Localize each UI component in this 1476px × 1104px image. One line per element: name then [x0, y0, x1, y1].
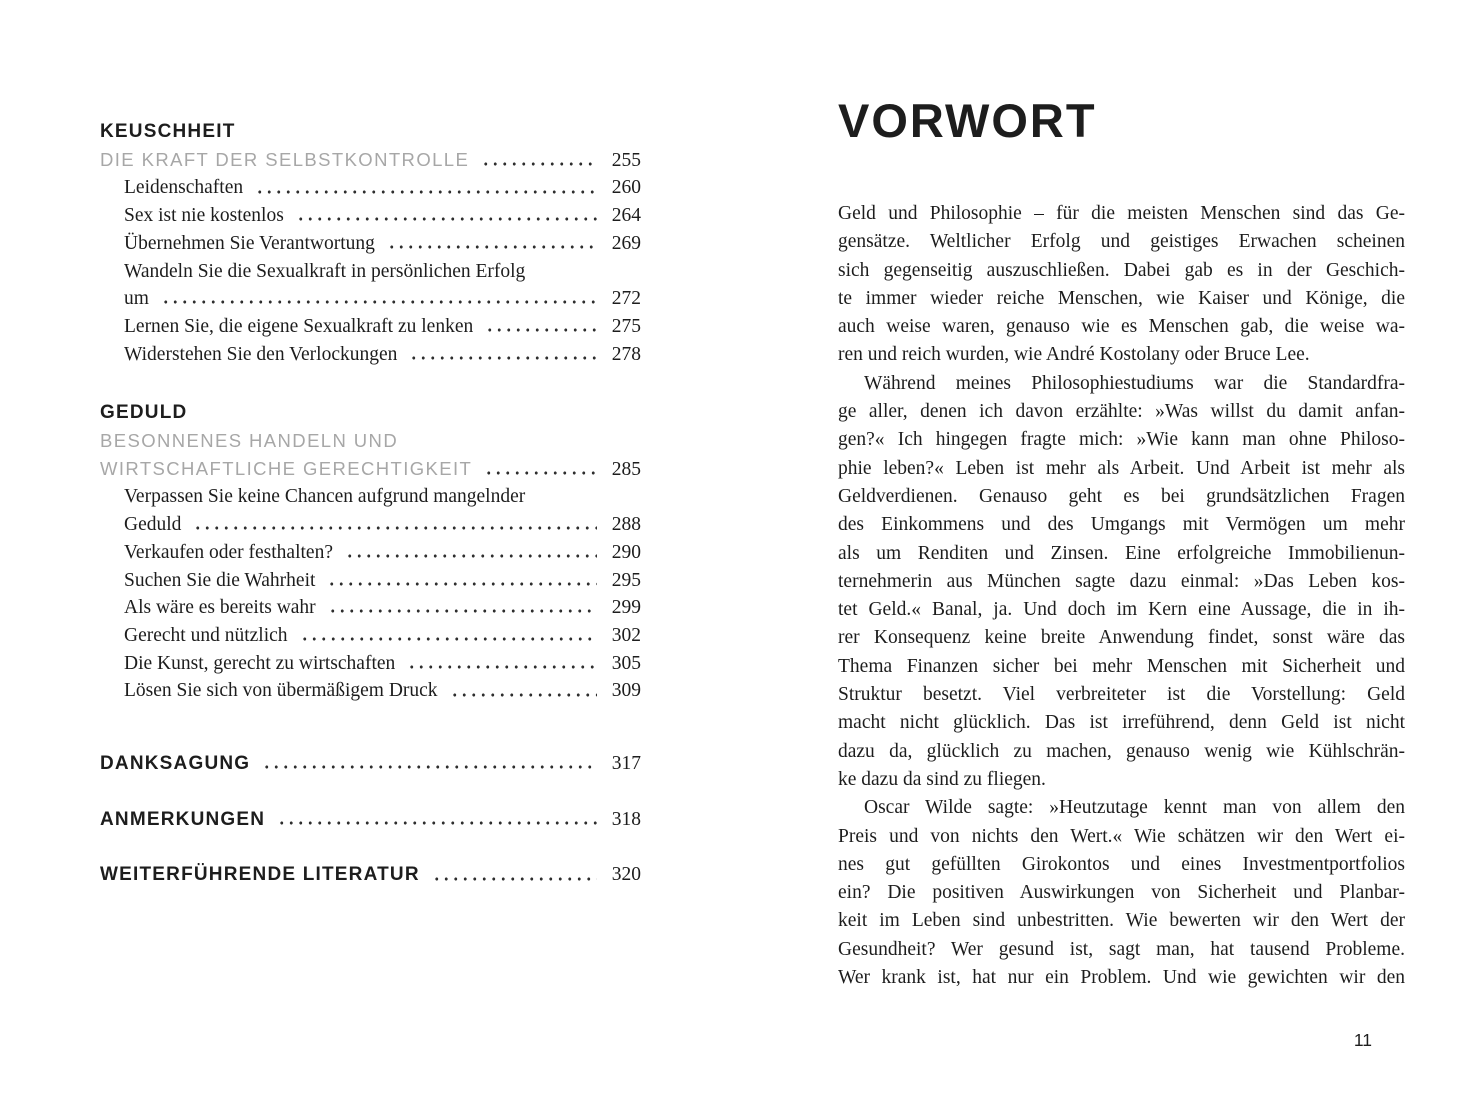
page-title: VORWORT [838, 94, 1097, 147]
toc-page-ref: 320 [611, 864, 641, 886]
toc-entry-label: Die Kunst, gerecht zu wirtschaften [124, 652, 396, 674]
preface-line: Gesundheit? Wer gesund ist, sagt man, hat tausend Probleme. [838, 938, 1405, 960]
toc-page-ref: 264 [611, 205, 641, 227]
preface-line: ren und reich wurden, wie André Kostolany oder Bruce Lee. [838, 344, 1310, 366]
dot-leader [387, 230, 597, 258]
toc-section-title: GEDULD [100, 402, 188, 424]
preface-line: gensätze. Weltlicher Erfolg und geistiges Erwachen scheinen [838, 231, 1405, 253]
toc-entry-line: Wandeln Sie die Sexualkraft in persönlichen Erfolg [124, 260, 526, 282]
toc-page-ref: 275 [611, 315, 641, 337]
dot-leader [161, 285, 597, 313]
toc-entry-label: Leidenschaften [124, 177, 244, 199]
preface-line: macht nicht glücklich. Das ist irreführend, denn Geld ist nicht [838, 712, 1405, 734]
toc-entry [100, 539, 641, 567]
preface-line: sich gegenseitig auszuschließen. Dabei gab es in der Geschich- [838, 259, 1405, 281]
toc-entry [100, 174, 641, 202]
toc-backmatter-row [100, 806, 641, 834]
dot-leader [300, 622, 597, 650]
toc-page-ref: 288 [611, 514, 641, 536]
preface-line: Struktur besetzt. Viel verbreiteter ist die Vorstellung: Geld [838, 684, 1405, 706]
toc-backmatter-row [100, 861, 641, 889]
toc-entry-label: Gerecht und nützlich [124, 624, 288, 646]
toc-entry [100, 341, 641, 369]
toc-subtitle-row [100, 455, 641, 484]
toc-backmatter-label: ANMERKUNGEN [100, 808, 266, 830]
page-number: 11 [1353, 1030, 1372, 1051]
dot-leader [262, 750, 597, 778]
toc-page-ref: 255 [611, 149, 641, 171]
preface-line: rer Konsequenz keine breite Anwendung findet, sonst wäre das [838, 627, 1405, 649]
dot-leader [481, 146, 597, 175]
preface-line: ge aller, denen ich davon erzählte: »Was willst du damit anfan- [838, 401, 1405, 423]
preface-content [838, 94, 1405, 1051]
dot-leader [432, 861, 597, 889]
preface-paragraph [838, 794, 1405, 992]
dot-leader [450, 677, 597, 705]
preface-line: ein? Die positiven Auswirkungen von Sicherheit und Planbar- [838, 882, 1405, 904]
dot-leader [328, 594, 597, 622]
toc-entry-label: Lösen Sie sich von übermäßigem Druck [124, 680, 438, 702]
preface-paragraph [838, 200, 1405, 370]
preface-paragraph [838, 370, 1405, 794]
toc-entry-label: um [124, 288, 149, 310]
toc-entry-label: Übernehmen Sie Verantwortung [124, 232, 375, 254]
toc-page-ref: 317 [611, 753, 641, 775]
toc-page-ref: 290 [611, 541, 641, 563]
toc-entry-label: Lernen Sie, die eigene Sexualkraft zu lenken [124, 315, 474, 337]
preface-line: Geldverdienen. Genauso geht es bei grundsätzlichen Fragen [838, 485, 1405, 507]
toc-entry [100, 567, 641, 595]
preface-line: als um Renditen und Zinsen. Eine erfolgreiche Immobilienun- [838, 542, 1405, 564]
preface-line: auch weise waren, genauso wie es Menschen gab, die weise wa- [838, 316, 1405, 338]
preface-body [838, 200, 1405, 992]
preface-line: tet Geld.« Banal, ja. Und doch im Kern eine Aussage, die in ih- [838, 599, 1405, 621]
preface-line: keit im Leben sind unbestritten. Wie bewerten wir den Wert der [838, 910, 1405, 932]
toc-page-ref: 309 [611, 680, 641, 702]
toc-entry [100, 594, 641, 622]
toc-section [100, 118, 641, 368]
toc-entry-label: Geduld [124, 514, 182, 536]
dot-leader [484, 455, 597, 484]
toc-backmatter-label: DANKSAGUNG [100, 753, 251, 775]
preface-line: Preis und von nichts den Wert.« Wie schätzen wir den Wert ei- [838, 825, 1405, 847]
toc-entry [100, 622, 641, 650]
dot-leader [345, 539, 597, 567]
toc-subtitle-line: BESONNENES HANDELN UND [100, 430, 399, 452]
dot-leader [255, 174, 597, 202]
preface-line: Wer krank ist, hat nur ein Problem. Und wie gewichten wir den [838, 967, 1405, 989]
preface-line: Oscar Wilde sagte: »Heutzutage kennt man von allem den [864, 797, 1405, 819]
toc-entry [100, 677, 641, 705]
toc-page-ref: 278 [611, 343, 641, 365]
preface-line: phie leben?« Leben ist mehr als Arbeit. Und Arbeit ist mehr als [838, 457, 1405, 479]
toc-entry [100, 230, 641, 258]
toc-entry [100, 313, 641, 341]
toc-entry-line: Verpassen Sie keine Chancen aufgrund mangelnder [124, 486, 526, 508]
preface-line: Thema Finanzen sicher bei mehr Menschen mit Sicherheit und [838, 655, 1405, 677]
toc-entry-label: Verkaufen oder festhalten? [124, 541, 333, 563]
toc-backmatter-label: WEITERFÜHRENDE LITERATUR [100, 864, 420, 886]
toc-entry-label: Suchen Sie die Wahrheit [124, 569, 316, 591]
dot-leader [409, 341, 597, 369]
toc-entry-label: Sex ist nie kostenlos [124, 205, 284, 227]
toc-entry [100, 285, 641, 313]
preface-line: des Einkommens und des Umgangs mit Vermögen um mehr [838, 514, 1405, 536]
toc-page-ref: 295 [611, 569, 641, 591]
preface-line: nes gut gefüllten Girokontos und eines Investmentportfolios [838, 853, 1405, 875]
preface-line: gen?« Ich hingegen fragte mich: »Wie kann man ohne Philoso- [838, 429, 1405, 451]
toc-page-ref: 260 [611, 177, 641, 199]
toc-subtitle-row [100, 146, 641, 175]
dot-leader [407, 650, 597, 678]
toc-subtitle-line: DIE KRAFT DER SELBSTKONTROLLE [100, 148, 470, 170]
toc-entry-label: Widerstehen Sie den Verlockungen [124, 343, 398, 365]
preface-line: ternehmerin aus München sagte dazu einmal: »Das Leben kos- [838, 570, 1405, 592]
toc-entry [100, 202, 641, 230]
dot-leader [193, 511, 597, 539]
toc-page-ref: 272 [611, 288, 641, 310]
toc-page-ref: 299 [611, 597, 641, 619]
toc-page-ref: 302 [611, 624, 641, 646]
preface-line: Geld und Philosophie – für die meisten Menschen sind das Ge- [838, 203, 1405, 224]
toc-page-ref: 305 [611, 652, 641, 674]
preface-line: te immer wieder reiche Menschen, wie Kaiser und Könige, die [838, 287, 1405, 309]
toc-entry [100, 650, 641, 678]
toc-backmatter-row [100, 750, 641, 778]
dot-leader [327, 567, 597, 595]
dot-leader [485, 313, 597, 341]
toc-entry [100, 511, 641, 539]
dot-leader [296, 202, 597, 230]
toc-entry-label: Als wäre es bereits wahr [124, 597, 316, 619]
preface-line: ke dazu da sind zu fliegen. [838, 768, 1046, 790]
toc-section-title: KEUSCHHEIT [100, 121, 236, 142]
preface-line: Während meines Philosophiestudiums war die Standardfra- [864, 372, 1405, 394]
toc-page-ref: 318 [611, 808, 641, 830]
preface-line: dazu da, glücklich zu machen, genauso wenig wie Kühlschrän- [838, 740, 1405, 762]
toc-page-ref: 269 [611, 232, 641, 254]
dot-leader [277, 806, 597, 834]
toc-section [100, 399, 641, 705]
table-of-contents [100, 118, 641, 889]
toc-page-ref: 285 [611, 458, 641, 480]
toc-subtitle-line: WIRTSCHAFTLICHE GERECHTIGKEIT [100, 457, 473, 479]
